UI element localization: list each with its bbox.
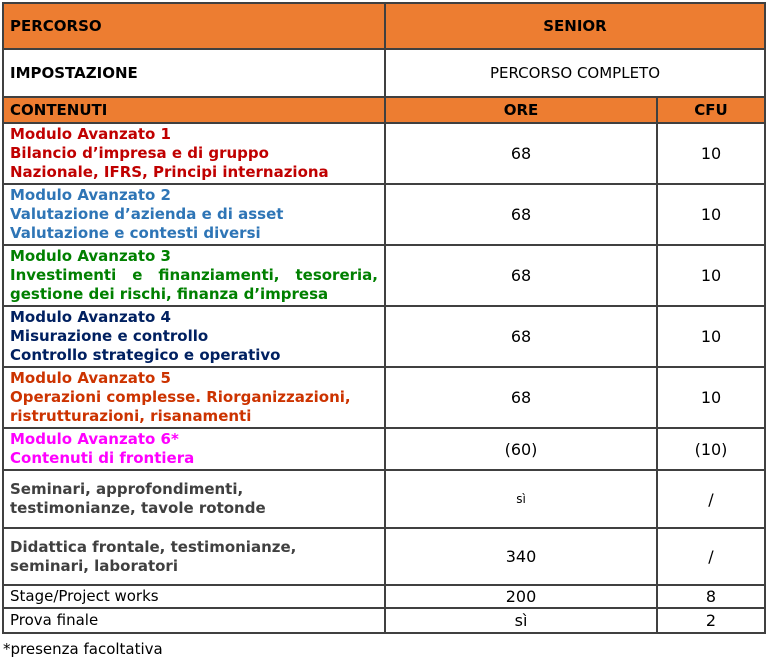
row-label-didattica-frontale (3, 528, 385, 585)
ore-value-stage-project-works: 200 (385, 585, 657, 608)
row-label-line: ristrutturazioni, risanamenti (10, 407, 252, 425)
row-label-line: Misurazione e controllo (10, 327, 209, 345)
percorso-header-cell: PERCORSO (3, 3, 385, 49)
row-label-modulo-avanzato-3 (3, 245, 385, 306)
row-label-line: Modulo Avanzato 4 (10, 308, 171, 326)
row-label-modulo-avanzato-1 (3, 123, 385, 184)
row-label-modulo-avanzato-6 (3, 428, 385, 470)
program-table (2, 2, 766, 634)
ore-column-header: ORE (385, 97, 657, 123)
row-label-line: Valutazione e contesti diversi (10, 224, 261, 242)
row-label-line: Nazionale, IFRS, Principi internaziona (10, 163, 329, 181)
row-label-line: Modulo Avanzato 1 (10, 125, 171, 143)
cfu-value-didattica-frontale: / (657, 528, 765, 585)
ore-value-modulo-avanzato-6: (60) (385, 428, 657, 470)
impostazione-value: PERCORSO COMPLETO (385, 49, 765, 97)
cfu-value-prova-finale: 2 (657, 608, 765, 633)
row-label-prova-finale (3, 608, 385, 633)
row-label-line: Investimenti e finanziamenti, tesoreria, (10, 266, 378, 284)
page (0, 2, 768, 662)
row-label-line: seminari, laboratori (10, 556, 178, 575)
row-label-line: Modulo Avanzato 3 (10, 247, 171, 265)
ore-value-modulo-avanzato-4: 68 (385, 306, 657, 367)
row-label-line: Prova finale (10, 611, 99, 629)
row-label-modulo-avanzato-4 (3, 306, 385, 367)
table-row-modulo-avanzato-4 (3, 306, 765, 367)
ore-value-modulo-avanzato-3: 68 (385, 245, 657, 306)
cfu-value-modulo-avanzato-5: 10 (657, 367, 765, 428)
cfu-value-modulo-avanzato-1: 10 (657, 123, 765, 184)
cfu-value-modulo-avanzato-3: 10 (657, 245, 765, 306)
ore-value-modulo-avanzato-1: 68 (385, 123, 657, 184)
row-label-line: testimonianze, tavole rotonde (10, 499, 266, 517)
row-label-modulo-avanzato-2 (3, 184, 385, 245)
impostazione-label: IMPOSTAZIONE (3, 49, 385, 97)
footnote: *presenza facoltativa (3, 640, 163, 658)
row-label-line: Seminari, approfondimenti, (10, 480, 244, 498)
row-label-line: Operazioni complesse. Riorganizzazioni, (10, 388, 351, 406)
row-label-line: Valutazione d’azienda e di asset (10, 205, 284, 223)
row-label-line: Controllo strategico e operativo (10, 346, 281, 364)
table-row-stage-project-works (3, 585, 765, 608)
impostazione-row (3, 49, 765, 97)
cfu-value-stage-project-works: 8 (657, 585, 765, 608)
contenuti-column-header: CONTENUTI (3, 97, 385, 123)
cfu-column-header: CFU (657, 97, 765, 123)
row-label-line: Stage/Project works (10, 587, 159, 605)
cfu-value-modulo-avanzato-6: (10) (657, 428, 765, 470)
ore-value-seminari: sì (385, 470, 657, 528)
row-label-line: Modulo Avanzato 6* (10, 430, 179, 448)
row-label-seminari (3, 470, 385, 528)
table-row-modulo-avanzato-3 (3, 245, 765, 306)
ore-value-didattica-frontale: 340 (385, 528, 657, 585)
row-label-line: Bilancio d’impresa e di gruppo (10, 144, 269, 162)
table-row-modulo-avanzato-1 (3, 123, 765, 184)
row-label-line: Modulo Avanzato 5 (10, 369, 171, 387)
table-row-modulo-avanzato-2 (3, 184, 765, 245)
content-rows (3, 123, 765, 633)
cfu-value-modulo-avanzato-2: 10 (657, 184, 765, 245)
row-label-line: Contenuti di frontiera (10, 449, 195, 467)
table-row-modulo-avanzato-6 (3, 428, 765, 470)
senior-header-cell: SENIOR (385, 3, 765, 49)
ore-value-modulo-avanzato-5: 68 (385, 367, 657, 428)
row-label-stage-project-works (3, 585, 385, 608)
table-row-seminari (3, 470, 765, 528)
row-label-line: Modulo Avanzato 2 (10, 186, 171, 204)
cfu-value-seminari: / (657, 470, 765, 528)
cfu-value-modulo-avanzato-4: 10 (657, 306, 765, 367)
row-label-line: Didattica frontale, testimonianze, (10, 537, 297, 556)
row-label-modulo-avanzato-5 (3, 367, 385, 428)
ore-value-modulo-avanzato-2: 68 (385, 184, 657, 245)
columns-header-row (3, 97, 765, 123)
table-row-prova-finale (3, 608, 765, 633)
table-row-didattica-frontale (3, 528, 765, 585)
table-row-modulo-avanzato-5 (3, 367, 765, 428)
header-row (3, 3, 765, 49)
row-label-line: gestione dei rischi, finanza d’impresa (10, 285, 329, 303)
ore-value-prova-finale: sì (385, 608, 657, 633)
